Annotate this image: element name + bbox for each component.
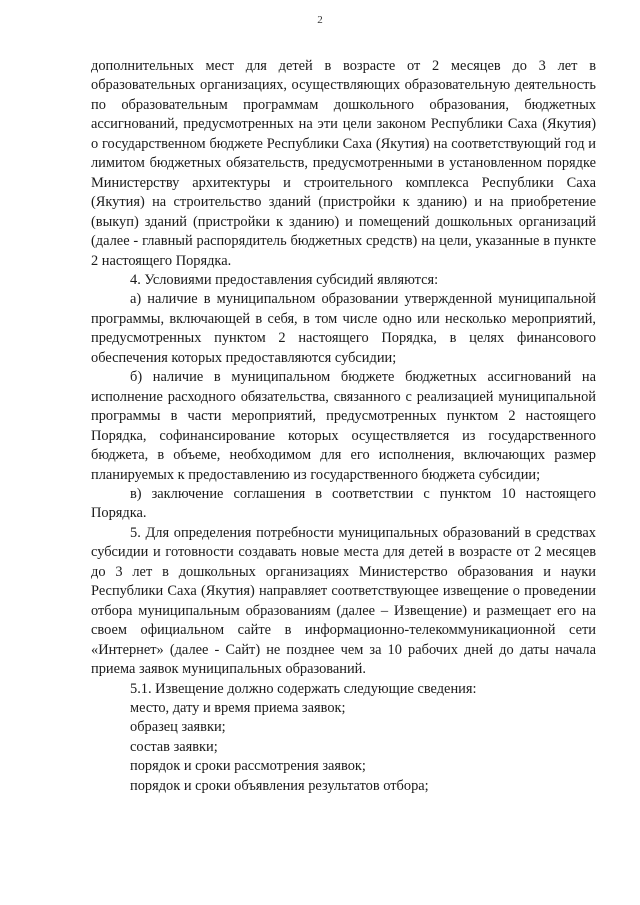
list-item: состав заявки; [130,738,218,755]
page-number: 2 [317,14,323,26]
document-body [91,57,596,796]
list-item: порядок и сроки объявления результатов отбора; [130,777,429,794]
paragraph-section-5: 5. Для определения потребности муниципальных образований в средствах субсидии и готовности создавать новые места для детей в возрасте от 2 месяцев до 3 лет в дошкольных организациях Министерство образования и науки Республики Саха (Якутия) направляет соответствующее извещение о проведении отбора муниципальным образованиям (далее – Извещение) и размещает его на своем официальном сайте в информационно-телекоммуникационной сети «Интернет» (далее - Сайт) не позднее чем за 10 рабочих дней до даты начала приема заявок муниципальных образований. [91,524,596,678]
list-item: порядок и сроки рассмотрения заявок; [130,758,366,775]
paragraph-section-4: 4. Условиями предоставления субсидий являются: [130,271,439,288]
paragraph-section-5-1: 5.1. Извещение должно содержать следующие сведения: [130,680,477,697]
paragraph-condition-b: б) наличие в муниципальном бюджете бюджетных ассигнований на исполнение расходного обязательства, связанного с реализацией муниципальной программы в части мероприятий, предусмотренных пунктом 2 настоящего Порядка, софинансирование которых осуществляется из государственного бюджета, в объеме, необходимом для его исполнения, включающих размер планируемых к предоставлению из государственного бюджета субсидии; [91,369,596,483]
list-item: место, дату и время приема заявок; [130,699,346,716]
list-item: образец заявки; [130,719,226,736]
paragraph-condition-v: в) заключение соглашения в соответствии с пунктом 10 настоящего Порядка. [91,485,596,522]
paragraph-continuation: дополнительных мест для детей в возрасте от 2 месяцев до 3 лет в образовательных организациях, осуществляющих образовательную деятельность по образовательным программам дошкольного образования, бюджетных ассигнований, предусмотренных на эти цели законом Республики Саха (Якутия) о государственном бюджете Республики Саха (Якутия) на соответствующий год и лимитом бюджетных обязательств, предусмотренными в установленном порядке Министерству архитектуры и строительного комплекса Республики Саха (Якутия) на строительство зданий (пристройки к зданию) и на приобретение (выкуп) зданий (пристройки к зданию) и помещений дошкольных организаций (далее - главный распорядитель бюджетных средств) на цели, указанные в пункте 2 настоящего Порядка. [91,58,596,269]
paragraph-condition-a: а) наличие в муниципальном образовании утвержденной муниципальной программы, включающей в себя, в том числе одно или несколько мероприятий, предусмотренных пунктом 2 настоящего Порядка, в целях финансового обеспечения которых предоставляются субсидии; [91,291,596,366]
